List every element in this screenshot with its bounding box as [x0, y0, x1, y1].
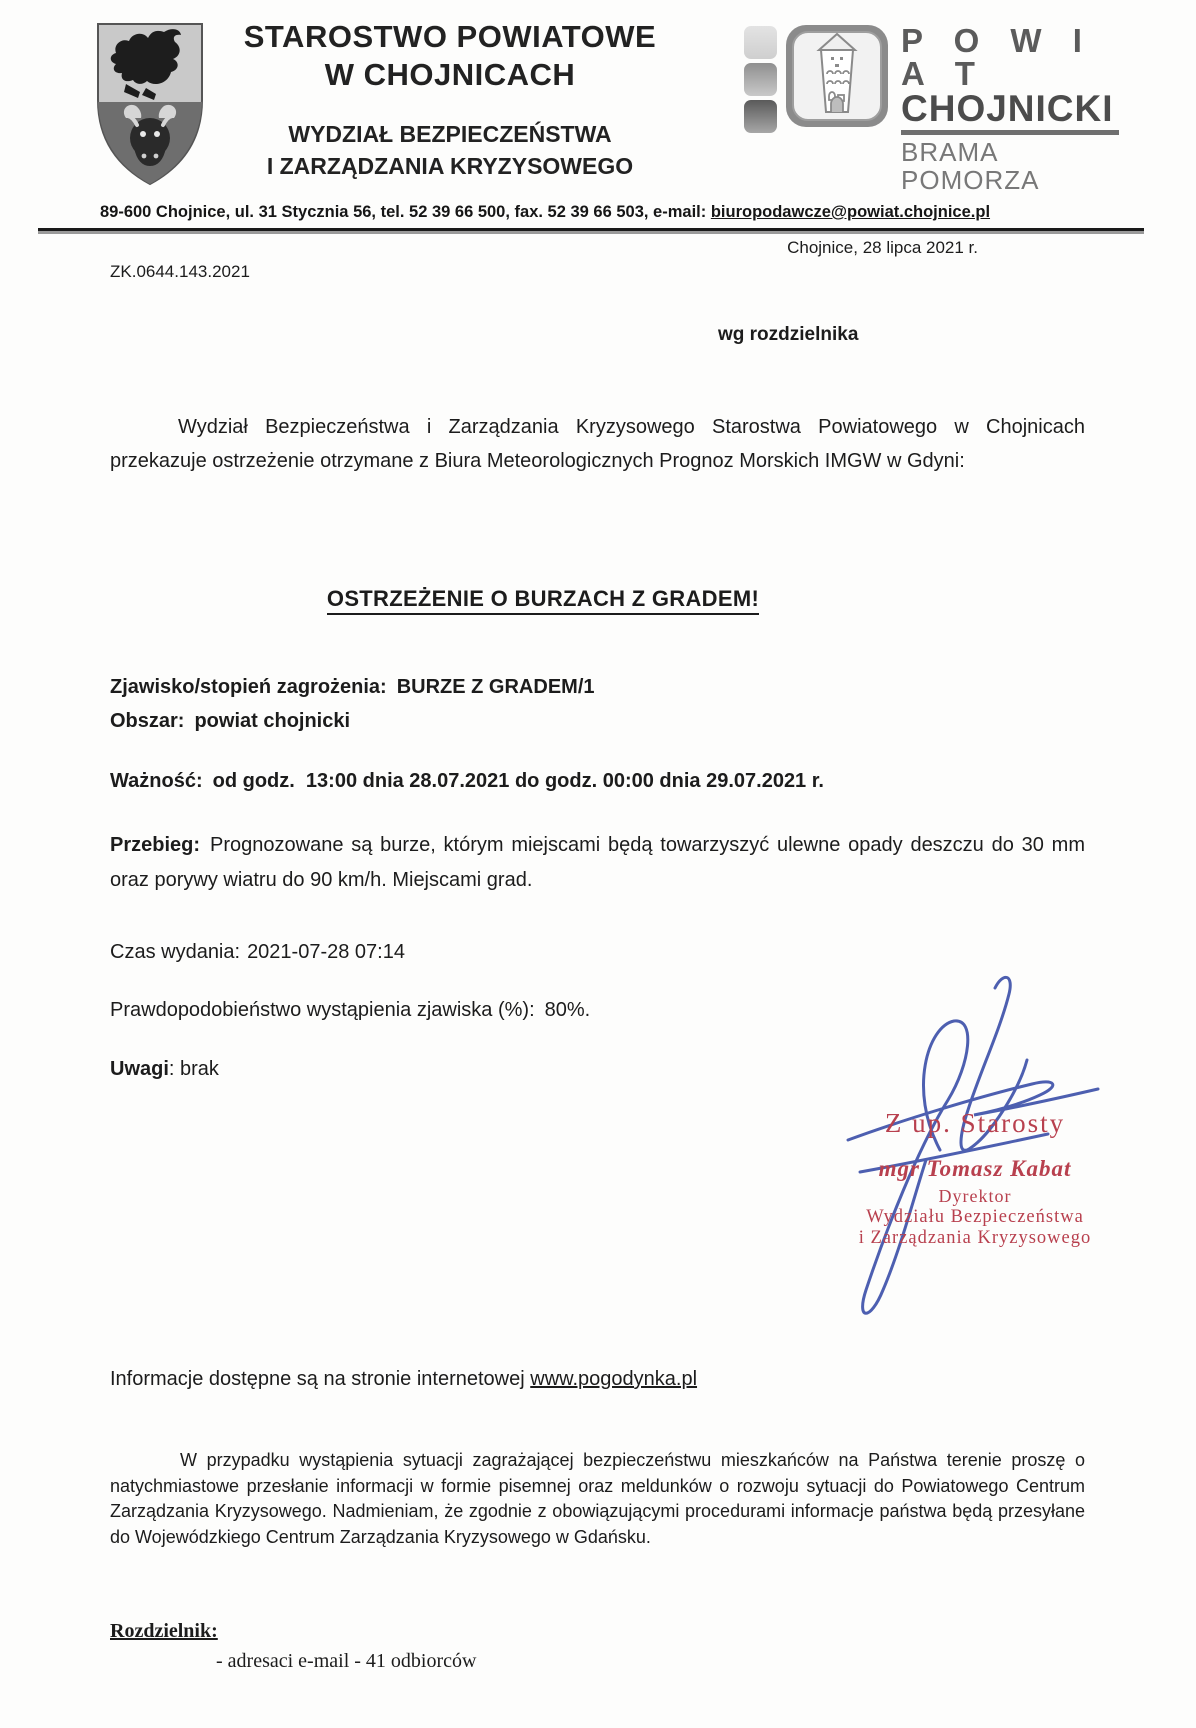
- phenomenon-label: Zjawisko/stopień zagrożenia:: [110, 676, 387, 698]
- addressee: wg rozdzielnika: [718, 324, 859, 345]
- letterhead-titles: [240, 18, 660, 182]
- stamp-title: Dyrektor: [938, 1186, 1012, 1206]
- area-line: [110, 710, 350, 733]
- probability-line: [110, 999, 590, 1022]
- logo-title: P O W I A T: [901, 22, 1093, 92]
- org-name-line1: STAROSTWO POWIATOWE: [243, 19, 657, 54]
- stamp-dept-line1: Wydziału Bezpieczeństwa: [866, 1207, 1084, 1227]
- validity-label: Ważność:: [110, 770, 203, 792]
- contact-email: biuropodawcze@powiat.chojnice.pl: [710, 203, 991, 221]
- issue-time-line: [110, 941, 405, 964]
- logo-squares-icon: [744, 26, 777, 133]
- warning-title-wrap: [110, 586, 976, 612]
- info-text: Informacje dostępne są na stronie internetowej: [110, 1368, 531, 1390]
- info-line: [110, 1368, 697, 1391]
- logo-square-dark: [744, 100, 777, 133]
- department-name: [240, 118, 660, 182]
- probability-label: Prawdopodobieństwo wystąpienia zjawiska (%):: [110, 999, 535, 1021]
- area-label: Obszar:: [110, 710, 185, 732]
- validity-value: od godz. 13:00 dnia 28.07.2021 do godz. 00:00 dnia 29.07.2021 r.: [212, 770, 824, 792]
- pogodynka-link: www.pogodynka.pl: [530, 1368, 698, 1390]
- logo-square-light: [744, 26, 777, 59]
- logo-square-medium: [744, 63, 777, 96]
- issue-time-value: 2021-07-28 07:14: [247, 941, 405, 963]
- org-name-line2: W CHOJNICACH: [324, 57, 576, 92]
- place-and-date: Chojnice, 28 lipca 2021 r.: [787, 238, 978, 257]
- dept-line1: WYDZIAŁ BEZPIECZEŃSTWA: [288, 121, 612, 147]
- phenomenon-value: BURZE Z GRADEM/1: [396, 676, 595, 698]
- logo-subtitle: CHOJNICKI: [901, 88, 1114, 129]
- signature-stamp: [842, 1108, 1108, 1249]
- issue-time-label: Czas wydania:: [110, 941, 241, 963]
- intro-paragraph: Wydział Bezpieczeństwa i Zarządzania Kryzysowego Starostwa Powiatowego w Chojnicach przekazuje ostrzeżenie otrzymane z Biura Meteorologicznych Prognoz Morskich IMGW w Gdyni:: [110, 416, 1085, 472]
- gate-tower-icon: [785, 24, 889, 133]
- distribution-label: Rozdzielnik:: [110, 1620, 218, 1642]
- closing-paragraph: W przypadku wystąpienia sytuacji zagrażającej bezpieczeństwu mieszkańców na Państwa terenie proszę o natychmiastowe przesłanie informacji w formie pisemnej oraz meldunków o rozwoju sytuacji do Powiatowego Centrum Zarządzania Kryzysowego. Nadmieniam, że zgodnie z obowiązującymi procedurami informacje państwa będą przesyłane do Wojewódzkiego Centrum Zarządzania Kryzysowego w Gdańsku.: [110, 1450, 1085, 1547]
- reference-number: ZK.0644.143.2021: [110, 262, 250, 281]
- stamp-authority: Z up. Starosty: [884, 1108, 1066, 1138]
- dept-line2: I ZARZĄDZANIA KRYZYSOWEGO: [266, 153, 634, 179]
- logo-tagline: BRAMA POMORZA: [901, 137, 1040, 195]
- distribution-item: - adresaci e-mail - 41 odbiorców: [216, 1650, 477, 1672]
- probability-value: 80%.: [544, 999, 591, 1021]
- coat-of-arms-icon: [96, 22, 204, 186]
- course-value: Prognozowane są burze, którym miejscami będą towarzyszyć ulewne opady deszczu do 30 mm oraz porywy wiatru do 90 km/h. Miejscami grad.: [110, 834, 1091, 891]
- powiat-chojnicki-logo: [744, 24, 1119, 194]
- remarks-value: : brak: [168, 1058, 219, 1080]
- contact-bar: [30, 203, 1060, 222]
- header-divider-rule: [38, 228, 1144, 231]
- warning-title: OSTRZEŻENIE O BURZACH Z GRADEM!: [327, 586, 759, 615]
- phenomenon-line: [110, 676, 595, 699]
- distribution-section: [110, 1620, 476, 1673]
- remarks-line: [110, 1058, 219, 1081]
- logo-divider: [901, 130, 1119, 135]
- stamp-name: mgr Tomasz Kabat: [878, 1156, 1072, 1181]
- stamp-dept-line2: i Zarządzania Kryzysowego: [858, 1228, 1092, 1248]
- logo-wordmark: [901, 24, 1119, 194]
- area-value: powiat chojnicki: [194, 710, 351, 732]
- contact-text: 89-600 Chojnice, ul. 31 Stycznia 56, tel. 52 39 66 500, fax. 52 39 66 503, e-mail:: [99, 203, 711, 221]
- remarks-label: Uwagi: [110, 1058, 169, 1080]
- course-line: [110, 828, 1091, 898]
- course-label: Przebieg:: [110, 834, 201, 856]
- validity-line: [110, 770, 824, 793]
